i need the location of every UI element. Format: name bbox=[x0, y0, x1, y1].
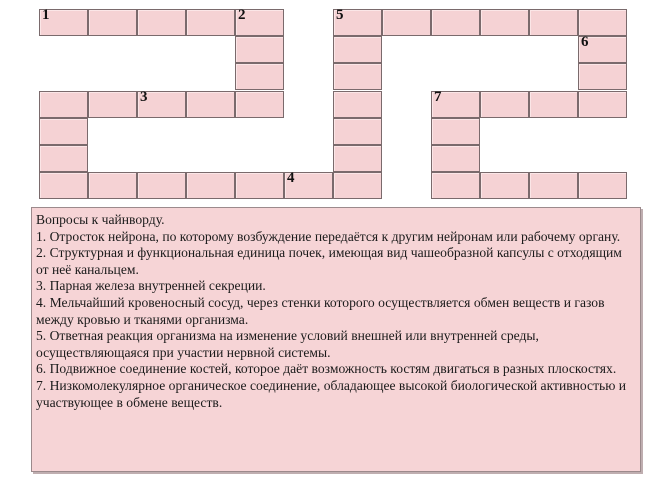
clue-number: 3 bbox=[140, 88, 148, 105]
crossword-cell[interactable] bbox=[529, 9, 578, 36]
crossword-cell[interactable] bbox=[235, 63, 284, 90]
crossword-cell[interactable] bbox=[39, 145, 88, 172]
crossword-grid bbox=[0, 0, 653, 205]
crossword-cell[interactable] bbox=[333, 172, 382, 199]
crossword-cell[interactable] bbox=[333, 118, 382, 145]
crossword-cell[interactable] bbox=[480, 172, 529, 199]
crossword-cell[interactable] bbox=[186, 91, 235, 118]
crossword-cell[interactable] bbox=[186, 172, 235, 199]
crossword-cell[interactable] bbox=[39, 118, 88, 145]
question-4: 4. Мельчайший кровеносный сосуд, через стенки которого осуществляется обмен веществ и газов между кровью и тканями организма. bbox=[36, 294, 605, 327]
crossword-cell[interactable] bbox=[333, 9, 382, 36]
crossword-cell[interactable] bbox=[529, 91, 578, 118]
crossword-cell[interactable] bbox=[39, 9, 88, 36]
clue-number: 2 bbox=[238, 7, 246, 23]
crossword-cell[interactable] bbox=[39, 91, 88, 118]
crossword-cell[interactable] bbox=[88, 9, 137, 36]
crossword-cell[interactable] bbox=[235, 172, 284, 199]
crossword-cell[interactable] bbox=[333, 63, 382, 90]
crossword-cell[interactable] bbox=[578, 9, 627, 36]
questions-box bbox=[31, 207, 641, 472]
clue-number: 6 bbox=[581, 34, 589, 51]
crossword-cell[interactable] bbox=[235, 9, 284, 36]
crossword-cell[interactable] bbox=[578, 91, 627, 118]
question-6: 6. Подвижное соединение костей, которое даёт возможность костям двигаться в разных плоскостях. bbox=[36, 361, 617, 377]
crossword-cell[interactable] bbox=[431, 172, 480, 199]
crossword-cell[interactable] bbox=[39, 172, 88, 199]
crossword-cell[interactable] bbox=[333, 145, 382, 172]
crossword-cell[interactable] bbox=[382, 9, 431, 36]
crossword-cell[interactable] bbox=[235, 36, 284, 63]
crossword-cell[interactable] bbox=[88, 91, 137, 118]
crossword-cell[interactable] bbox=[480, 9, 529, 36]
crossword-cell[interactable] bbox=[578, 36, 627, 63]
crossword-cell[interactable] bbox=[235, 91, 284, 118]
question-2: 2. Структурная и функциональная единица почек, имеющая вид чашеобразной капсулы с отходящим от неё канальцем. bbox=[36, 245, 622, 277]
crossword-cell[interactable] bbox=[431, 118, 480, 145]
crossword-cell[interactable] bbox=[186, 9, 235, 36]
crossword-cell[interactable] bbox=[284, 172, 333, 199]
crossword-cell[interactable] bbox=[88, 172, 137, 199]
question-3: 3. Парная железа внутренней секреции. bbox=[36, 278, 266, 294]
crossword-cell[interactable] bbox=[578, 172, 627, 199]
crossword-cell[interactable] bbox=[137, 9, 186, 36]
question-1: 1. Отросток нейрона, по которому возбуждение передаётся к другим нейронам или рабочему органу. bbox=[36, 228, 621, 244]
question-5: 5. Ответная реакция организма на изменение условий внешней или внутренней среды, осуществляющаяся при участии нервной системы. bbox=[36, 328, 539, 360]
crossword-cell[interactable] bbox=[333, 36, 382, 63]
clue-number: 1 bbox=[42, 7, 50, 23]
question-7: 7. Низкомолекулярное органическое соединение, обладающее высокой биологической активностью и участвующее в обмене веществ. bbox=[36, 377, 627, 410]
crossword-cell[interactable] bbox=[431, 145, 480, 172]
questions-title: Вопросы к чайнворду. bbox=[36, 212, 165, 227]
clue-number: 4 bbox=[287, 170, 295, 187]
crossword-cell[interactable] bbox=[529, 172, 578, 199]
crossword-cell[interactable] bbox=[137, 172, 186, 199]
crossword-cell[interactable] bbox=[333, 91, 382, 118]
crossword-cell[interactable] bbox=[480, 91, 529, 118]
clue-number: 5 bbox=[336, 7, 344, 23]
crossword-cell[interactable] bbox=[431, 88, 480, 118]
clue-number: 7 bbox=[434, 88, 442, 105]
crossword-cell[interactable] bbox=[137, 88, 186, 118]
crossword-cell[interactable] bbox=[431, 9, 480, 36]
crossword-cell[interactable] bbox=[578, 63, 627, 90]
